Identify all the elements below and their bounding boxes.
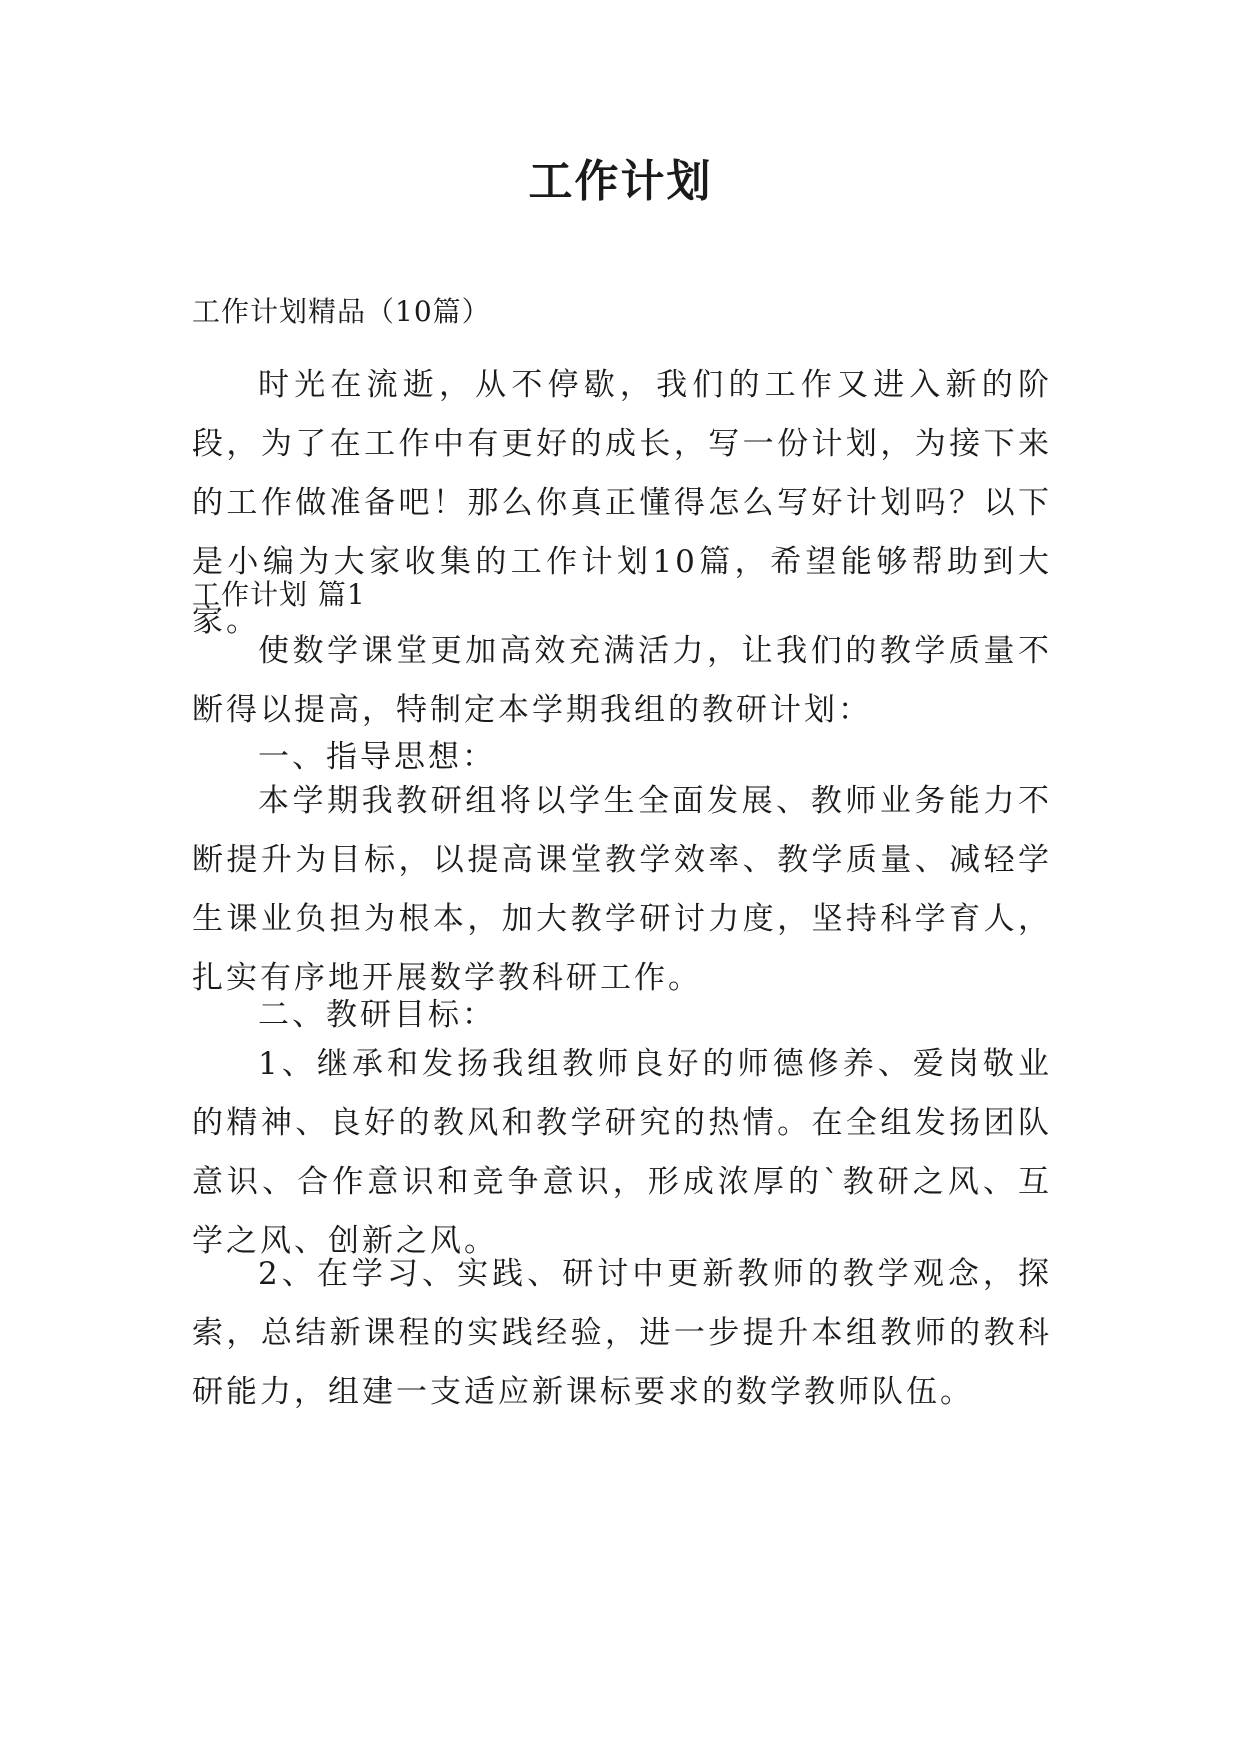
paragraph-goal-1: 1、继承和发扬我组教师良好的师德修养、爱岗敬业的精神、良好的教风和教学研究的热情。在全组发扬团队意识、合作意识和竞争意识，形成浓厚的`教研之风、互学之风、创新之风。	[192, 1046, 1052, 1259]
heading-research-goals: 二、教研目标：	[258, 997, 496, 1033]
document-title: 工作计划	[528, 156, 713, 207]
paragraph-purpose: 使数学课堂更加高效充满活力，让我们的教学质量不断得以提高，特制定本学期我组的教研计划：	[192, 633, 1052, 728]
heading-guiding-thought: 一、指导思想：	[258, 739, 496, 775]
paragraph-goal-2: 2、在学习、实践、研讨中更新教师的教学观念，探索，总结新课程的实践经验，进一步提升本组教师的教科研能力，组建一支适应新课标要求的数学教师队伍。	[192, 1256, 1052, 1410]
document-subtitle: 工作计划精品（10篇）	[192, 295, 491, 328]
section-title: 工作计划 篇1	[192, 578, 366, 611]
intro-paragraph: 时光在流逝，从不停歇，我们的工作又进入新的阶段，为了在工作中有更好的成长，写一份计划，为接下来的工作做准备吧！那么你真正懂得怎么写好计划吗？以下是小编为大家收集的工作计划10篇，希望能够帮助到大家。	[192, 367, 1052, 639]
paragraph-guiding-thought: 本学期我教研组将以学生全面发展、教师业务能力不断提升为目标，以提高课堂教学效率、教学质量、减轻学生课业负担为根本，加大教学研讨力度，坚持科学育人，扎实有序地开展数学教科研工作。	[192, 783, 1052, 996]
